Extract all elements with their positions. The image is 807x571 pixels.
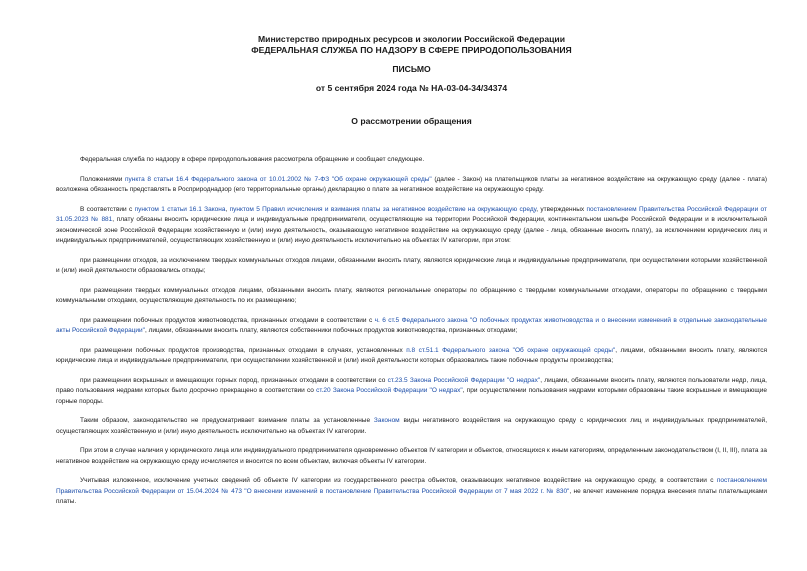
paragraph-text: , лицами, обязанными вносить плату, являются юридические лица и индивидуальные предприниматели, при осуществлении хозяйственной и (или) иной деятельности которых образовались такие побочные продукты производства; bbox=[56, 346, 767, 364]
paragraph bbox=[56, 256, 767, 277]
legal-reference-link[interactable]: Законом bbox=[373, 417, 400, 424]
paragraph-text: , утвержденных bbox=[536, 205, 587, 213]
letter-body bbox=[56, 155, 767, 508]
legal-reference-link[interactable]: Федерального закона "Об охране окружающей среды" bbox=[442, 346, 616, 354]
document-type: ПИСЬМО bbox=[392, 64, 431, 74]
ministry-title: Министерство природных ресурсов и экологии Российской Федерации bbox=[258, 34, 565, 44]
legal-reference-link[interactable]: ч. 6 ст.5 bbox=[374, 316, 400, 324]
service-title: ФЕДЕРАЛЬНАЯ СЛУЖБА ПО НАДЗОРУ В СФЕРЕ ПРИРОДОПОЛЬЗОВАНИЯ bbox=[251, 45, 572, 55]
paragraph-text: (далее - Закон) на плательщиков платы за негативное воздействие на окружающую среду (далее - плата) возложена обязанность представлять в Росприроднадзор (его территориальные органы) декларацию о плате за негативное воздействие на окружающую среду. bbox=[56, 175, 767, 193]
document-subject: О рассмотрении обращения bbox=[351, 116, 472, 126]
paragraph-text: При этом в случае наличия у юридического лица или индивидуального предпринимателя одновременно объектов IV категории и объектов, относящихся к иным категориям, определенным законодательством (I, II, III), плата за негативное воздействие на окружающую среду исчисляется и вносится по всем объектам, включая объекты IV категории. bbox=[56, 447, 767, 465]
paragraph-text: , bbox=[225, 205, 230, 213]
paragraph-text: , не влечет изменение порядка внесения платы плательщиками платы. bbox=[56, 487, 767, 505]
legal-reference-link[interactable]: ст.20 Закона Российской Федерации "О недрах" bbox=[316, 387, 463, 394]
paragraph-text: В соответствии с bbox=[80, 205, 135, 213]
paragraph bbox=[56, 205, 767, 247]
legal-reference-link[interactable]: п.8 ст.51.1 bbox=[406, 346, 439, 354]
paragraph-text: Положениями bbox=[80, 175, 125, 183]
paragraph-text: , лицами, обязанными вносить плату, являются собственники побочных продуктов животноводства, признанных отходами; bbox=[144, 327, 518, 334]
paragraph-text: при размещении побочных продуктов производства, признанных отходами в случаях, установленных bbox=[80, 346, 407, 354]
paragraph bbox=[56, 316, 767, 337]
paragraph-text: при размещении побочных продуктов животноводства, признанных отходами в соответствии с bbox=[80, 316, 375, 324]
legal-reference-link[interactable]: пунктом 1 статьи 16.1 Закона bbox=[134, 205, 226, 213]
paragraph bbox=[56, 416, 767, 437]
paragraph bbox=[56, 155, 767, 166]
paragraph bbox=[56, 175, 767, 196]
legal-reference-link[interactable]: постановлением Правительства Российской Федерации от 31.05.2023 № 881 bbox=[56, 205, 767, 223]
legal-reference-link[interactable]: Федерального закона "О побочных продуктах животноводства и о внесении изменений в отдельные законодательные акты Российской Федерации" bbox=[56, 316, 767, 334]
paragraph-text: Таким образом, законодательство не предусматривает взимание платы за установленные bbox=[80, 417, 374, 424]
legal-reference-link[interactable]: пунктом 5 Правил исчисления и взимания платы за негативное воздействие на окружающую среду bbox=[229, 205, 537, 213]
paragraph bbox=[56, 346, 767, 367]
paragraph bbox=[56, 286, 767, 307]
legal-reference-link[interactable]: пункта 8 статьи 16.4 Федерального закона от 10.01.2002 № 7-ФЗ "Об охране окружающей среды" bbox=[124, 175, 432, 183]
paragraph-text: при размещении твердых коммунальных отходов лицами, обязанными вносить плату, являются региональные операторы по обращению с твердыми коммунальными отходами, операторы по обращению с твердыми коммунальными отходами, осуществляющие деятельность по их размещению; bbox=[56, 286, 767, 304]
paragraph bbox=[56, 376, 767, 408]
document-number: от 5 сентября 2024 года № НА-03-04-34/34374 bbox=[315, 83, 508, 93]
paragraph-text: Федеральная служба по надзору в сфере природопользования рассмотрела обращение и сообщает следующее. bbox=[80, 156, 425, 163]
paragraph-text: при размещении вскрышных и вмещающих горных пород, признанных отходами в соответствии со bbox=[80, 376, 388, 384]
paragraph-text: виды негативного воздействия на окружающую среду с юридических лиц и индивидуальных предпринимателей, осуществляющих хозяйственную и (или) иную деятельность исключительно на объектах IV категории. bbox=[56, 417, 767, 435]
paragraph-text: , плату обязаны вносить юридические лица и индивидуальные предприниматели, осуществляющие на территории Российской Федерации, континентальном шельфе Российской Федерации и в исключительной экономической зоне Российской Федерации хозяйственную и (или) иную деятельность, оказывающую негативное воздействие на окружающую среду (далее - лица, обязанные вносить плату), за исключением юридических лиц и индивидуальных предпринимателей, осуществляющих хозяйственную и (или) иную деятельность исключительно на объектах IV категории, при этом: bbox=[56, 216, 768, 244]
paragraph-text: , при осуществлении пользования недрами которыми образованы такие вскрышные и вмещающие горные породы. bbox=[56, 387, 768, 405]
paragraph-text: при размещении отходов, за исключением твердых коммунальных отходов лицами, обязанными вносить плату, являются юридические лица и индивидуальные предприниматели, при осуществлении которыми хозяйственной и (или) иной деятельности образовались отходы; bbox=[56, 256, 767, 274]
paragraph bbox=[56, 446, 767, 467]
paragraph-text: Учитывая изложенное, исключение учетных сведений об объекте IV категории из государственного реестра объектов, оказывающих негативное воздействие на окружающую среду, в соответствии с bbox=[80, 477, 717, 484]
legal-reference-link[interactable]: постановлением Правительства Российской Федерации от 15.04.2024 № 473 "О внесении изменений в постановление Правительства Российской Федерации от 7 мая 2022 г. № 830" bbox=[56, 477, 767, 495]
paragraph-text: , лицами, обязанными вносить плату, являются пользователи недр, лица, право пользования недрами которых было досрочно прекращено в соответствии со bbox=[56, 376, 767, 394]
paragraph bbox=[56, 476, 767, 508]
legal-reference-link[interactable]: ст.23.5 Закона Российской Федерации "О недрах" bbox=[387, 376, 541, 384]
